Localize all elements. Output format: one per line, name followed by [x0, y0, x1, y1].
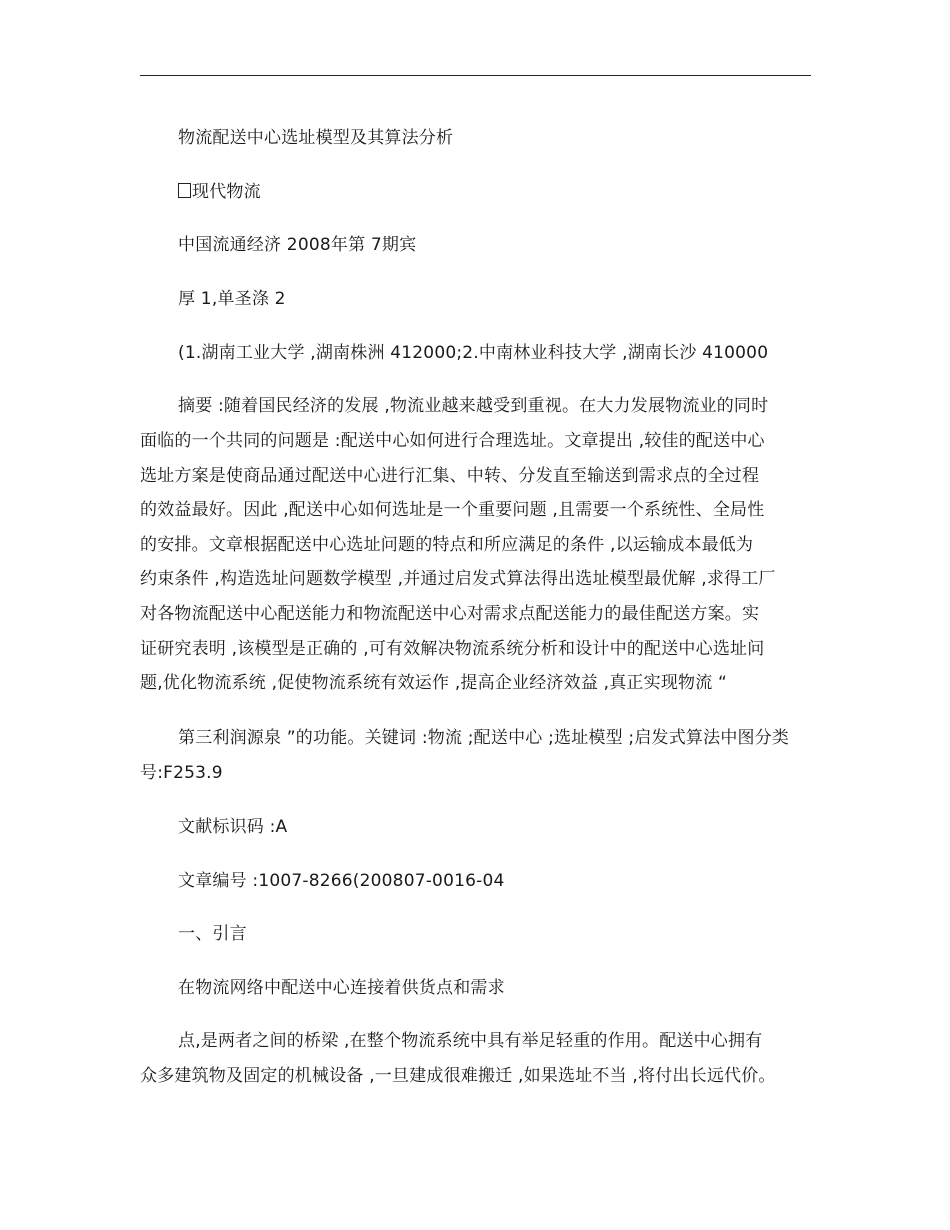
- missing-glyph-box-icon: [178, 183, 191, 198]
- header-rule: [140, 75, 811, 76]
- abstract-line: 题,优化物流系统 ,促使物流系统有效运作 ,提高企业经济效益 ,真正实现物流 “: [140, 673, 728, 693]
- article-title: 物流配送中心选址模型及其算法分析: [178, 128, 454, 148]
- abstract-line: 约束条件 ,构造选址问题数学模型 ,并通过启发式算法得出选址模型最优解 ,求得工厂: [140, 569, 776, 589]
- abstract-line: 摘要 :随着国民经济的发展 ,物流业越来越受到重视。在大力发展物流业的同时: [178, 396, 769, 416]
- abstract-line: 选址方案是使商品通过配送中心进行汇集、中转、分发直至输送到需求点的全过程: [140, 466, 760, 486]
- authors-line: 厚 1,单圣涤 2: [178, 289, 286, 309]
- document-code-line: 文献标识码 :A: [178, 817, 288, 837]
- affiliations-line: (1.湖南工业大学 ,湖南株洲 412000;2.中南林业科技大学 ,湖南长沙 410000: [178, 343, 769, 363]
- abstract-line: 的安排。文章根据配送中心选址问题的特点和所应满足的条件 ,以运输成本最低为: [140, 535, 754, 555]
- abstract-line: 对各物流配送中心配送能力和物流配送中心对需求点配送能力的最佳配送方案。实: [140, 604, 760, 624]
- keywords-line: 第三利润源泉 ”的功能。关键词 :物流 ;配送中心 ;选址模型 ;启发式算法中图分类: [178, 728, 790, 748]
- article-number-line: 文章编号 :1007-8266(200807-0016-04: [178, 871, 505, 891]
- abstract-line: 的效益最好。因此 ,配送中心如何选址是一个重要问题 ,且需要一个系统性、全局性: [140, 500, 765, 520]
- section-heading: 一、引言: [178, 924, 247, 944]
- column-line: [178, 182, 261, 202]
- intro-line: 在物流网络中配送中心连接着供货点和需求: [178, 978, 505, 998]
- abstract-line: 证研究表明 ,该模型是正确的 ,可有效解决物流系统分析和设计中的配送中心选址问: [140, 639, 765, 659]
- body-line: 点,是两者之间的桥梁 ,在整个物流系统中具有举足轻重的作用。配送中心拥有: [178, 1031, 763, 1051]
- journal-line: 中国流通经济 2008年第 7期宾: [178, 235, 417, 255]
- column-label: 现代物流: [192, 182, 261, 202]
- keywords-line: 号:F253.9: [140, 763, 223, 783]
- abstract-line: 面临的一个共同的问题是 :配送中心如何进行合理选址。文章提出 ,较佳的配送中心: [140, 431, 765, 451]
- body-line: 众多建筑物及固定的机械设备 ,一旦建成很难搬迁 ,如果选址不当 ,将付出长远代价。: [140, 1066, 776, 1086]
